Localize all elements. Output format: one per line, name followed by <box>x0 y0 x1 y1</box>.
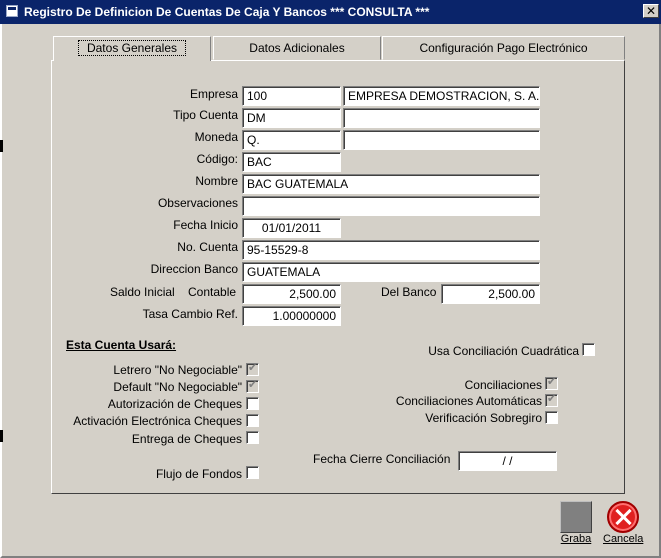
saldo-contable-field[interactable]: 2,500.00 <box>242 284 341 304</box>
codigo-label: Código: <box>196 152 238 166</box>
conciliacion-cuadratica-checkbox[interactable] <box>582 343 595 356</box>
codigo-field[interactable]: BAC <box>242 152 341 172</box>
close-button[interactable]: ✕ <box>643 4 659 18</box>
background-edge <box>0 140 3 152</box>
fecha-inicio-field[interactable]: 01/01/2011 <box>242 218 341 238</box>
tipo-cuenta-code-field[interactable]: DM <box>242 108 341 128</box>
tasa-cambio-label: Tasa Cambio Ref. <box>142 307 238 321</box>
title-bar <box>0 0 661 24</box>
fecha-cierre-label: Fecha Cierre Conciliación <box>313 452 451 466</box>
activacion-electronica-label: Activación Electrónica Cheques <box>73 414 242 428</box>
empresa-code-field[interactable]: 100 <box>242 86 341 106</box>
contable-label: Contable <box>188 285 237 299</box>
verificacion-sobregiro-label: Verificación Sobregiro <box>425 411 542 425</box>
letrero-no-negociable-checkbox[interactable] <box>246 363 259 376</box>
empresa-name-field[interactable]: EMPRESA DEMOSTRACION, S. A. <box>343 86 540 106</box>
tipo-cuenta-name-field[interactable] <box>343 108 540 128</box>
conciliaciones-label: Conciliaciones <box>464 378 542 392</box>
nombre-label: Nombre <box>195 174 238 188</box>
conciliaciones-automaticas-checkbox[interactable] <box>545 394 558 407</box>
cancel-icon <box>607 501 639 533</box>
no-cuenta-label: No. Cuenta <box>177 240 238 254</box>
autorizacion-cheques-label: Autorización de Cheques <box>107 397 242 411</box>
checkmark-icon: ✔ <box>547 393 557 405</box>
checkmark-icon: ✔ <box>248 362 258 374</box>
conciliaciones-checkbox[interactable] <box>545 377 558 390</box>
flujo-fondos-checkbox[interactable] <box>246 466 259 479</box>
moneda-label: Moneda <box>194 130 238 144</box>
tab-datos-generales[interactable]: Datos Generales <box>53 36 211 61</box>
fecha-cierre-field[interactable]: / / <box>458 451 557 471</box>
checkmark-icon: ✔ <box>547 376 557 388</box>
observaciones-label: Observaciones <box>157 196 238 210</box>
graba-label: Graba <box>560 533 592 545</box>
cancela-button[interactable] <box>603 501 643 545</box>
cancela-label: Cancela <box>603 533 644 545</box>
conciliacion-cuadratica-label: Usa Conciliación Cuadrática <box>428 344 579 358</box>
activacion-electronica-checkbox[interactable] <box>246 414 259 427</box>
no-cuenta-field[interactable]: 95-15529-8 <box>242 240 540 260</box>
tab-configuracion-pago-electronico[interactable]: Configuración Pago Electrónico <box>382 36 625 60</box>
observaciones-field[interactable] <box>242 196 540 216</box>
save-icon <box>560 501 592 533</box>
tasa-cambio-field[interactable]: 1.00000000 <box>242 306 341 326</box>
fecha-inicio-label: Fecha Inicio <box>173 218 238 232</box>
conciliaciones-automaticas-label: Conciliaciones Automáticas <box>395 394 542 408</box>
saldo-banco-field[interactable]: 2,500.00 <box>441 284 540 304</box>
empresa-label: Empresa <box>189 87 238 101</box>
window-icon[interactable] <box>6 5 18 17</box>
verificacion-sobregiro-checkbox[interactable] <box>545 411 558 424</box>
autorizacion-cheques-checkbox[interactable] <box>246 397 259 410</box>
saldo-inicial-label: Saldo Inicial <box>110 285 175 299</box>
uses-section-title: Esta Cuenta Usará: <box>66 338 177 352</box>
tipo-cuenta-label: Tipo Cuenta <box>173 108 238 122</box>
checkmark-icon: ✔ <box>248 379 258 391</box>
direccion-banco-label: Direccion Banco <box>150 262 238 276</box>
moneda-name-field[interactable] <box>343 130 540 150</box>
letrero-no-negociable-label: Letrero "No Negociable" <box>113 363 242 377</box>
background-edge <box>0 430 3 442</box>
default-no-negociable-checkbox[interactable] <box>246 380 259 393</box>
tab-datos-adicionales[interactable]: Datos Adicionales <box>213 36 381 60</box>
window-title: Registro De Definicion De Cuentas De Caja Y Bancos *** CONSULTA *** <box>24 5 430 19</box>
del-banco-label: Del Banco <box>381 285 437 299</box>
direccion-banco-field[interactable]: GUATEMALA <box>242 262 540 282</box>
entrega-cheques-label: Entrega de Cheques <box>131 432 242 446</box>
flujo-fondos-label: Flujo de Fondos <box>155 467 242 481</box>
moneda-code-field[interactable]: Q. <box>242 130 341 150</box>
graba-button[interactable] <box>556 501 596 545</box>
default-no-negociable-label: Default "No Negociable" <box>113 380 242 394</box>
entrega-cheques-checkbox[interactable] <box>246 431 259 444</box>
nombre-field[interactable]: BAC GUATEMALA <box>242 174 540 194</box>
